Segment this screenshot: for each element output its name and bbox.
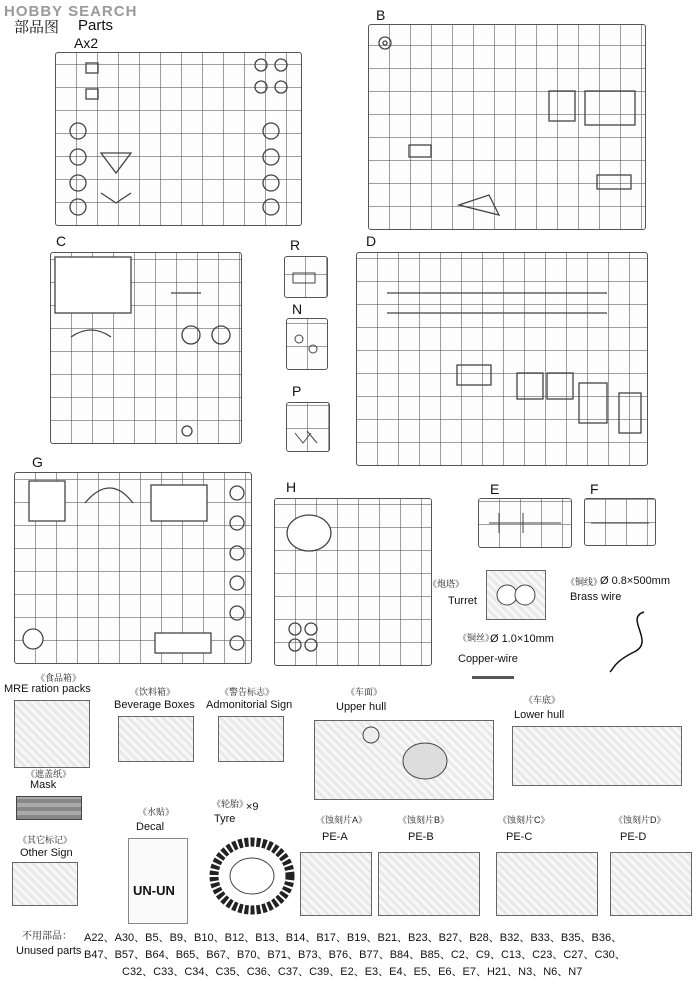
pe-d-en: PE-D [620, 831, 647, 843]
mask-cn: 《遮盖纸》 [26, 769, 72, 779]
admonitorial-cn: 《警告标志》 [220, 687, 275, 697]
sprue-h [274, 498, 432, 666]
brass-wire-size: Ø 0.8×500mm [600, 575, 671, 587]
mre-sheet [14, 700, 90, 768]
sprue-d [356, 252, 648, 466]
decal-cn: 《水贴》 [138, 807, 175, 817]
turret-part [486, 570, 546, 620]
admonitorial-en: Admonitorial Sign [206, 699, 293, 711]
sprue-n [286, 318, 328, 370]
other-sign-sheet [12, 862, 78, 906]
sprue-c [50, 252, 242, 444]
mask-en: Mask [30, 779, 57, 791]
turret-label-cn: 《炮塔》 [428, 579, 465, 589]
upper-hull-drawing [315, 721, 493, 799]
other-sign-cn: 《其它标记》 [18, 835, 73, 845]
sprue-b [368, 24, 646, 230]
sprue-e-parts [479, 499, 571, 547]
watermark: HOBBY SEARCH [4, 3, 138, 20]
sprue-d-label: D [366, 233, 377, 249]
sprue-h-label: H [286, 479, 297, 495]
sprue-a [55, 52, 302, 226]
mre-cn: 《食品箱》 [36, 673, 82, 683]
pe-c-cn: 《蚀刻片C》 [498, 815, 550, 825]
sprue-n-label: N [292, 301, 303, 317]
mre-en: MRE ration packs [4, 683, 91, 695]
tyre-en: Tyre [214, 813, 236, 825]
pe-a-cn: 《蚀刻片A》 [316, 815, 368, 825]
sprue-b-label: B [376, 7, 386, 23]
lower-hull-en: Lower hull [514, 709, 565, 721]
pe-b-sheet [378, 852, 480, 916]
unused-line-2: B47、B57、B64、B65、B67、B70、B71、B73、B76、B77、B84、B85、C2、C9、C13、C23、C27、C30、 [84, 949, 626, 961]
unused-line-3: C32、C33、C34、C35、C36、C37、C39、E2、E3、E4、E5、E6、E7、H21、N3、N6、N7 [122, 966, 583, 978]
sprue-e [478, 498, 572, 548]
turret-label-en: Turret [448, 595, 477, 607]
sprue-h-parts [275, 499, 431, 665]
beverage-en: Beverage Boxes [114, 699, 195, 711]
sprue-a-label: Ax2 [74, 35, 99, 51]
decal-print: UN-UN [133, 883, 175, 898]
tyre-cn: 《轮胎》 [212, 799, 249, 809]
title-cn: 部品图 [14, 19, 60, 36]
sprue-e-label: E [490, 481, 500, 497]
sprue-p-label: P [292, 383, 302, 399]
sprue-b-parts [369, 25, 645, 229]
sprue-c-parts [51, 253, 241, 443]
sprue-g-parts [15, 473, 251, 663]
sprue-r-label: R [290, 237, 301, 253]
copper-wire-drawing [472, 676, 514, 679]
brass-wire-en: Brass wire [570, 591, 622, 603]
pe-d-sheet [610, 852, 692, 916]
upper-hull-cn: 《车面》 [346, 687, 383, 697]
sprue-d-parts [357, 253, 647, 465]
title-en: Parts [78, 17, 114, 34]
copper-wire-size: Ø 1.0×10mm [490, 633, 554, 645]
turret-drawing [487, 571, 545, 619]
pe-b-en: PE-B [408, 831, 434, 843]
sprue-f [584, 498, 656, 546]
sprue-p [286, 402, 330, 452]
decal-en: Decal [136, 821, 165, 833]
pe-c-sheet [496, 852, 598, 916]
unused-cn: 不用部品： [22, 931, 72, 942]
pe-a-en: PE-A [322, 831, 348, 843]
unused-en: Unused parts [16, 945, 82, 957]
admonitorial-sheet [218, 716, 284, 762]
sprue-p-parts [287, 403, 329, 451]
sprue-f-label: F [590, 481, 599, 497]
mask-sheet [16, 796, 82, 820]
upper-hull-part [314, 720, 494, 800]
sprue-g [14, 472, 252, 664]
pe-a-sheet [300, 852, 372, 916]
beverage-sheet [118, 716, 194, 762]
sprue-r-parts [285, 257, 327, 297]
other-sign-en: Other Sign [20, 847, 73, 859]
brass-wire-drawing [604, 608, 664, 674]
sprue-f-parts [585, 499, 655, 545]
pe-d-cn: 《蚀刻片D》 [614, 815, 666, 825]
beverage-cn: 《饮料箱》 [130, 687, 176, 697]
copper-wire-en: Copper-wire [458, 653, 518, 665]
upper-hull-en: Upper hull [336, 701, 387, 713]
decal-sheet [128, 838, 188, 924]
sprue-a-parts [56, 53, 301, 225]
brass-wire-cn: 《铜线》 [566, 577, 603, 587]
sprue-n-parts [287, 319, 327, 369]
lower-hull-cn: 《车底》 [524, 695, 561, 705]
unused-line-1: A22、A30、B5、B9、B10、B12、B13、B14、B17、B19、B21、B23、B27、B28、B32、B33、B35、B36、 [84, 932, 623, 944]
sprue-g-label: G [32, 454, 43, 470]
tyre-drawing [206, 830, 296, 920]
copper-wire-cn: 《铜丝》 [458, 633, 495, 643]
pe-b-cn: 《蚀刻片B》 [398, 815, 450, 825]
sprue-r [284, 256, 328, 298]
sprue-c-label: C [56, 233, 67, 249]
pe-c-en: PE-C [506, 831, 533, 843]
lower-hull-part [512, 726, 682, 786]
unused-parts-list [84, 930, 696, 981]
tyre-qty: ×9 [246, 801, 259, 813]
